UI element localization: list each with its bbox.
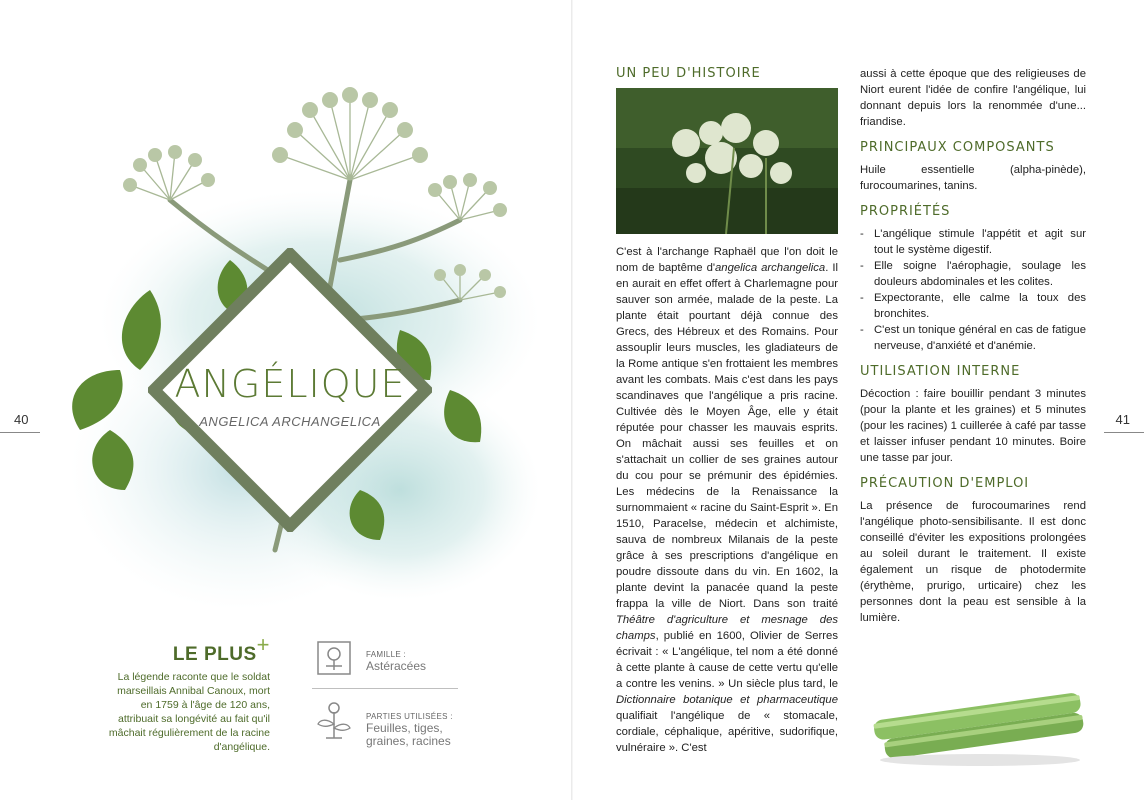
list-item: - Expectorante, elle calme la toux des bronchites. [860,290,1086,322]
le-plus-box [104,632,270,754]
proprietes-heading: PROPRIÉTÉS [860,204,951,219]
plant-title: ANGÉLIQUE [174,362,406,406]
utilisation-text: Décoction : faire bouillir pendant 3 minutes (pour la plante et les graines) et 5 minutes (pour les racines) 1 cuillerée à café par tasse et laisser infuser pendant 10 minutes. Boire une tasse par jour. [860,388,1086,464]
plus-icon: + [256,632,270,657]
famille-row [312,636,462,692]
page-number-right: 41 [1115,412,1130,427]
list-item: - L'angélique stimule l'appétit et agit sur tout le système digestif. [860,226,1086,258]
page-number-rule-right [1104,432,1144,433]
list-item: - Elle soigne l'aérophagie, soulage les douleurs abdominales et les colites. [860,258,1086,290]
famille-value: Astéracées [366,659,427,673]
page-number-rule-left [0,432,40,433]
precaution-heading: PRÉCAUTION D'EMPLOI [860,476,1030,491]
right-column-2 [860,66,1086,626]
list-item: - C'est un tonique général en cas de fatigue nerveuse, d'anxiété et d'anémie. [860,322,1086,354]
parties-row [312,698,462,778]
angelica-stems-photo [868,672,1092,770]
precaution-text: La présence de furocoumarines rend l'angélique photo-sensibilisante. Il est donc conseillé d'éviter les expositions prolongées au soleil durant le traitement. Il existe également un risque de photodermite (érythème, prurigo, urticaire) chez les personnes dont la peau est sensible à la lumière. [860,500,1086,624]
famille-label: FAMILLE : [366,650,407,659]
parties-value: Feuilles, tiges, graines, racines [366,721,451,748]
le-plus-heading: LE PLUS+ [172,632,270,665]
plant-parts-icon [312,698,356,742]
fiche-divider [312,688,458,689]
parties-label: PARTIES UTILISÉES : [366,712,453,721]
composants-heading: PRINCIPAUX COMPOSANTS [860,140,1055,155]
histoire-text: C'est à l'archange Raphaël que l'on doit le nom de baptême d'angelica archangelica. Il en aurait en effet offert à Charlemagne pour sauver son armée, malade de la peste. La plante était pourtant déjà connue des Grecs, des Hébreux et des Romains. Pour assouplir leurs muscles, les gladiateurs de la Rome antique s'en frottaient les membres avant les combats. Mais c'est dans les pays scandinaves que l'angélique a pris racine. Cultivée dès le Moyen Âge, elle y était réputée pour chasser les mauvais esprits. On mâchait aussi ses feuilles et on s'attachait un collier de ses graines autour du cou pour se prémunir des épidémies. Les médecins de la Renaissance la surnommaient « racine du Saint-Esprit ». En 1510, Paracelse, médecin et alchimiste, sauva de nombreux Milanais de la peste grâce à ses prescriptions d'angélique en poudre dissoute dans du vin. En 1602, la plante devint la panacée quand la peste frappa la ville de Niort. Dans son traité Théâtre d'agriculture et mesnage des champs, publié en 1600, Olivier de Serres écrivait : « L'angélique, tel nom a été donné à cette plante à cause de cette vertu qu'elle a contre les venins. » Un siècle plus tard, le Dictionnaire botanique et pharmaceutique qualifiait l'angélique de « stomacale, cordiale, céphalique, apéritive, sudorifique, vulnéraire ». C'est [616,246,838,754]
le-plus-text: La légende raconte que le soldat marseillais Annibal Canoux, mort en 1759 à l'âge de 120 ans, attribuait sa longévité au fait qu'il mâchait régulièrement de la racine d'angélique. [108,671,270,753]
right-column-1 [616,66,838,756]
family-flower-icon [312,636,356,680]
plant-latin-name: ANGELICA ARCHANGELICA [199,414,381,429]
histoire-heading: UN PEU D'HISTOIRE [616,66,761,81]
page-number-left: 40 [14,412,29,427]
utilisation-heading: UTILISATION INTERNE [860,364,1021,379]
right-page [572,0,1144,800]
composants-text: Huile essentielle (alpha-pinède), furocoumarines, tanins. [860,164,1086,192]
proprietes-list [860,226,1086,354]
angelica-flower-photo [616,88,838,234]
histoire-text-continued: aussi à cette époque que des religieuses de Niort eurent l'idée de confire l'angélique, lui donnant depuis lors la renommée d'une... friandise. [860,68,1086,128]
plant-info-card [312,636,462,778]
